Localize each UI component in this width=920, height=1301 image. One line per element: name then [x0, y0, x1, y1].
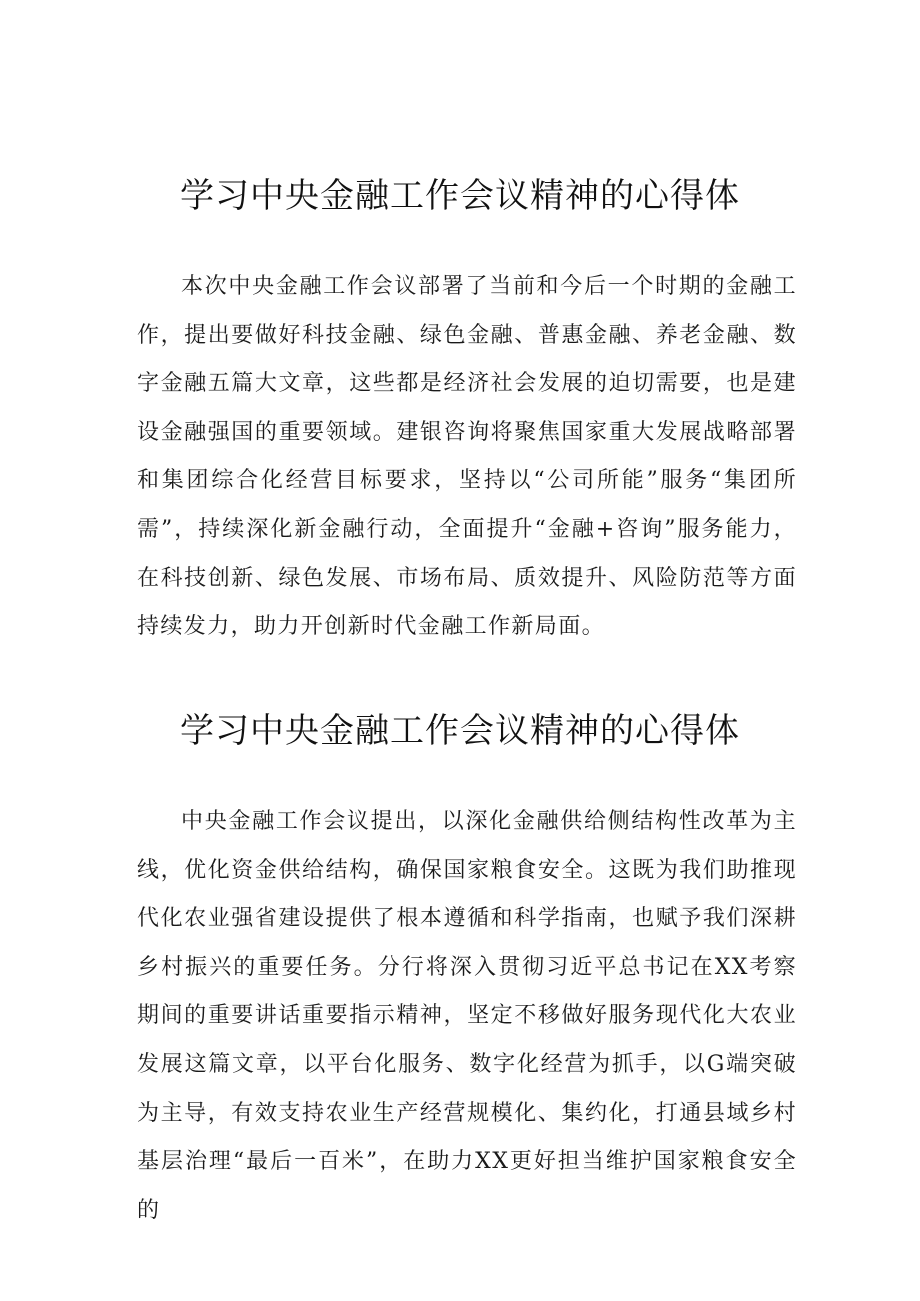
section-2-body: 中央金融工作会议提出，以深化金融供给侧结构性改革为主线，优化资金供给结构，确保国家粮食安全。这既为我们助推现代化农业强省建设提供了根本遵循和科学指南，也赋予我们深耕乡村振兴的重要任务。分行将深入贯彻习近平总书记在XX考察期间的重要讲话重要指示精神，坚定不移做好服务现代化大农业发展这篇文章，以平台化服务、数字化经营为抓手，以G端突破为主导，有效支持农业生产经营规模化、集约化，打通县域乡村基层治理“最后一百米”，在助力XX更好担当维护国家粮食安全的: [137, 809, 797, 1223]
section-1-title: 学习中央金融工作会议精神的心得体: [180, 176, 740, 216]
section-2-title: 学习中央金融工作会议精神的心得体: [180, 711, 740, 751]
section-1-body: 本次中央金融工作会议部署了当前和今后一个时期的金融工作，提出要做好科技金融、绿色金融、普惠金融、养老金融、数字金融五篇大文章，这些都是经济社会发展的迫切需要，也是建设金融强国的重要领域。建银咨询将聚焦国家重大发展战略部署和集团综合化经营目标要求，坚持以“公司所能”服务“集团所需”，持续深化新金融行动，全面提升“金融+咨询”服务能力，在科技创新、绿色发展、市场布局、质效提升、风险防范等方面持续发力，助力开创新时代金融工作新局面。: [137, 274, 797, 640]
